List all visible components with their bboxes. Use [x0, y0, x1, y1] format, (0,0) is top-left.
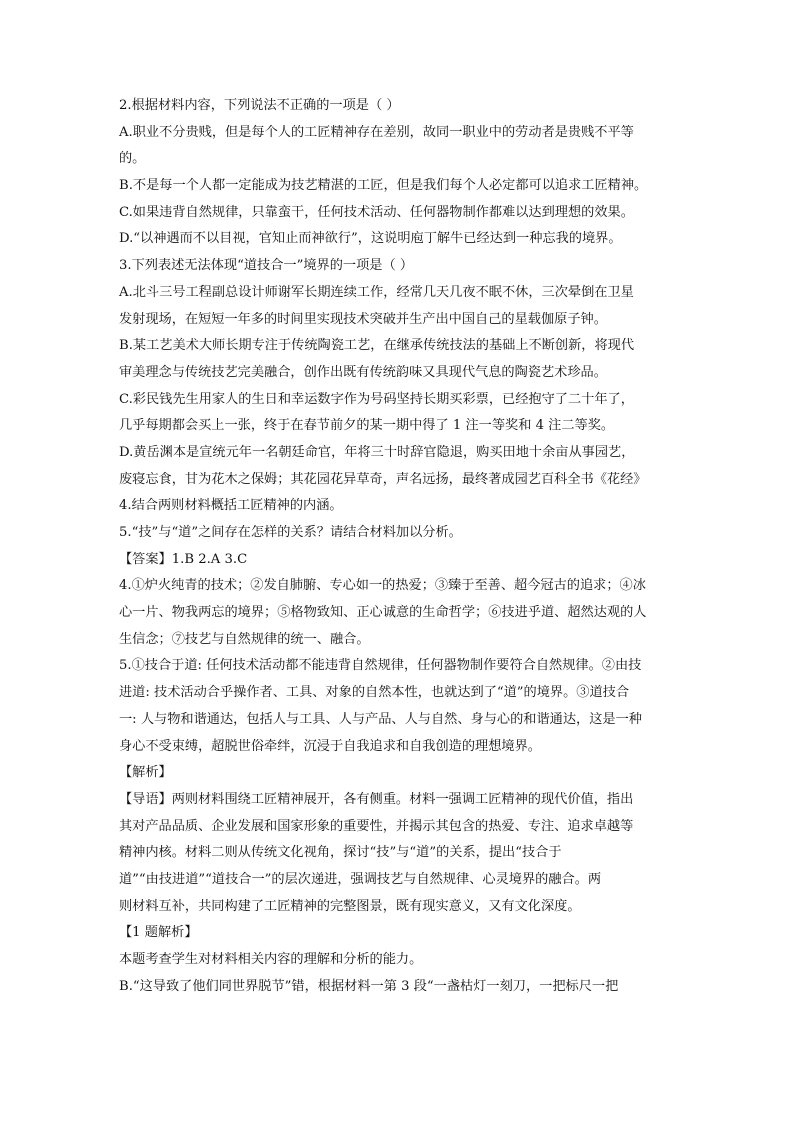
- question-1-analysis-line-2: B.“这导致了他们同世界脱节”错，根据材料一第 3 段“一盏枯灯一刻刀，一把标尺一把: [119, 978, 619, 994]
- question-3-option-c-cont: 几乎每期都会买上一张，终于在春节前夕的某一期中得了 1 注一等奖和 4 注二等奖。: [119, 418, 615, 434]
- intro-line-1: 【导语】两则材料围绕工匠精神展开，各有侧重。材料一强调工匠精神的现代价值，指出: [119, 791, 634, 807]
- answer-4-line-3: 生信念；⑦技艺与自然规律的统一、融合。: [119, 631, 370, 647]
- intro-line-3: 精神内核。材料二则从传统文化视角，探讨“技”与“道”的关系，提出“技合于: [119, 845, 562, 861]
- intro-line-2: 其对产品品质、企业发展和国家形象的重要性，并揭示其包含的热爱、专注、追求卓越等: [119, 818, 634, 834]
- answer-5-line-2: 进道: 技术活动合乎操作者、工具、对象的自然本性，也就达到了“道”的境界。③道技合: [119, 685, 630, 701]
- question-1-analysis-line-1: 本题考查学生对材料相关内容的理解和分析的能力。: [119, 952, 423, 967]
- question-3-option-b-cont: 审美理念与传统技艺完美融合，创作出既有传统韵味又具现代气息的陶瓷艺术珍品。: [119, 364, 607, 380]
- document-body: [119, 93, 689, 1000]
- answer-5-line-4: 身心不受束缚，超脱世俗牵绊，沉浸于自我追求和自我创造的理想境界。: [119, 738, 541, 754]
- question-3-option-d: D.黄岳渊本是宣统元年一名朝廷命官，年将三十时辞官隐退，购买田地十余亩从事园艺，: [119, 444, 635, 460]
- question-2-option-d: D.“以神遇而不以目视，官知止而神欲行”，这说明庖丁解牛已经达到一种忘我的境界。: [119, 231, 622, 247]
- question-2-option-c: C.如果违背自然规律，只靠蛮干，任何技术活动、任何器物制作都难以达到理想的效果。: [119, 204, 634, 220]
- answer-5-line-1: 5.①技合于道: 任何技术活动都不能违背自然规律，任何器物制作要符合自然规律。②由技: [119, 658, 642, 674]
- intro-line-5: 则材料互补，共同构建了工匠精神的完整图景，既有现实意义，又有文化深度。: [119, 898, 581, 914]
- question-3-option-a-cont: 发射现场，在短短一年多的时间里实现技术突破并生产出中国自己的星载伽原子钟。: [119, 311, 607, 327]
- question-3-option-a: A.北斗三号工程副总设计师谢军长期连续工作，经常几天几夜不眠不休，三次晕倒在卫星: [119, 284, 634, 300]
- question-4-stem: 4.结合两则材料概括工匠精神的内涵。: [119, 498, 343, 514]
- question-3-option-c: C.彩民钱先生用家人的生日和幸运数字作为号码坚持长期买彩票，已经抱守了二十年了，: [119, 391, 634, 407]
- question-3-stem: 3.下列表述无法体现“道技合一”境界的一项是（ ）: [119, 258, 414, 274]
- answer-key: 【答案】1.B 2.A 3.C: [119, 551, 248, 567]
- answer-4-line-1: 4.①炉火纯青的技术；②发自肺腑、专心如一的热爱；③臻于至善、超今冠古的追求；④冰: [119, 578, 646, 594]
- question-2-option-b: B.不是每一个人都一定能成为技艺精湛的工匠，但是我们每个人必定都可以追求工匠精神。: [119, 178, 648, 194]
- question-2-stem: 2.根据材料内容，下列说法不正确的一项是（ ）: [119, 98, 400, 113]
- question-1-analysis-heading: 【1 题解析】: [119, 925, 198, 941]
- question-5-stem: 5.“技”与“道”之间存在怎样的关系？请结合材料加以分析。: [119, 525, 462, 540]
- intro-line-4: 道”“由技进道”“道技合一”的层次递进，强调技艺与自然规律、心灵境界的融合。两: [119, 871, 602, 887]
- question-2-option-a-cont: 的。: [119, 151, 146, 167]
- question-3-option-d-cont: 废寝忘食，甘为花木之保姆；其花园花异草奇，声名远扬，最终著成园艺百科全书《花经》: [119, 471, 647, 487]
- analysis-heading: 【解析】: [119, 765, 172, 781]
- question-3-option-b: B.某工艺美术大师长期专注于传统陶瓷工艺，在继承传统技法的基础上不断创新，将现代: [119, 338, 635, 354]
- answer-5-line-3: 一: 人与物和谐通达，包括人与工具、人与产品、人与自然、身与心的和谐通达，这是一种: [119, 711, 642, 727]
- answer-4-line-2: 心一片、物我两忘的境界；⑤格物致知、正心诚意的生命哲学；⑥技进乎道、超然达观的人: [119, 605, 647, 621]
- question-2-option-a: A.职业不分贵贱，但是每个人的工匠精神存在差别，故同一职业中的劳动者是贵贱不平等: [119, 124, 634, 140]
